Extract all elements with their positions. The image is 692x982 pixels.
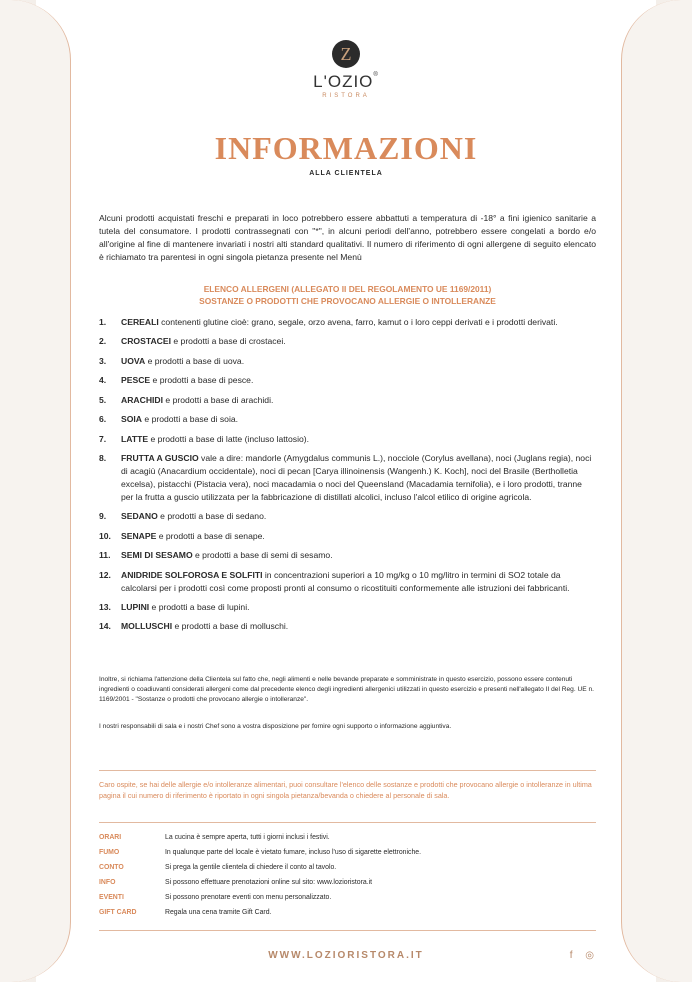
info-key: INFO — [99, 879, 116, 886]
page-title: INFORMAZIONI — [214, 130, 478, 166]
list-item — [99, 452, 596, 503]
allergen-name: MOLLUSCHI — [121, 621, 173, 632]
info-row — [99, 875, 596, 890]
allergen-heading-line-1: ELENCO ALLERGENI (ALLEGATO II DEL REGOLAMENTO UE 1169/2011) — [203, 284, 492, 294]
item-number: 14. — [99, 621, 111, 632]
info-value: Regala una cena tramite Gift Card. — [165, 909, 272, 916]
allergen-list — [99, 316, 596, 640]
info-value: La cucina è sempre aperta, tutti i giorni inclusi i festivi. — [165, 834, 330, 841]
allergen-name: LUPINI — [121, 602, 150, 612]
list-item — [99, 530, 596, 543]
guest-note: Caro ospite, se hai delle allergie e/o intolleranze alimentari, puoi consultare l'elenco delle sostanze e prodotti che provocano allergie o intolleranze in ultima pagina il cui numero di riferimento è riportato in ogni singola pietanza/bevanda o chiedere al personale di sala. — [99, 780, 592, 800]
item-number: 6. — [99, 414, 107, 425]
allergen-name: FRUTTA A GUSCIO — [121, 453, 199, 464]
item-number: 13. — [99, 602, 111, 612]
list-item — [99, 601, 596, 614]
list-item — [99, 510, 596, 523]
allergen-desc: e prodotti a base di semi di sesamo. — [192, 550, 333, 561]
divider — [99, 822, 596, 823]
item-number: 10. — [99, 530, 111, 541]
allergen-desc: e prodotti a base di molluschi. — [172, 621, 289, 632]
page-subtitle: ALLA CLIENTELA — [309, 170, 383, 177]
info-key: EVENTI — [99, 894, 124, 901]
social-links — [560, 950, 594, 961]
allergen-heading — [99, 283, 596, 307]
item-number: 12. — [99, 569, 111, 580]
info-value: Si prega la gentile clientela di chiedere il conto al tavolo. — [165, 864, 337, 871]
info-value: Si possono effettuare prenotazioni online sul sito: www.lozioristora.it — [165, 879, 373, 886]
allergen-name: LATTE — [121, 433, 149, 444]
info-row — [99, 890, 596, 905]
list-item — [99, 316, 596, 329]
item-number: 3. — [99, 355, 107, 366]
brand-reg: ® — [373, 72, 379, 78]
list-item — [99, 549, 596, 562]
intro-paragraph: Alcuni prodotti acquistati freschi e preparati in loco potrebbero essere abbattuti a temperatura di -18° a fini igienico sanitarie a tutela del consumatore. I prodotti contrassegnati con "*", in alcuni periodi dell'anno, potrebbero essere congelati a bordo e/o all'origine al fine di mantenere invariati i nostri alti standard qualitativi. Il numero di riferimento di ogni allergene di seguito elencato è richiamato tra parentesi in ogni singola pietanza presente nel Menù — [99, 213, 596, 262]
list-item — [99, 394, 596, 407]
info-value: In qualunque parte del locale è vietato fumare, incluso l'uso di sigarette elettroniche. — [165, 849, 422, 856]
divider — [99, 770, 596, 771]
list-item — [99, 620, 596, 633]
info-row — [99, 905, 596, 920]
menu-page — [36, 0, 656, 982]
item-number: 8. — [99, 453, 107, 464]
list-item — [99, 433, 596, 446]
allergen-desc: e prodotti a base di senape. — [156, 530, 265, 541]
info-key: FUMO — [99, 849, 120, 856]
info-table — [99, 830, 596, 920]
item-number: 11. — [99, 550, 111, 561]
item-number: 2. — [99, 336, 107, 347]
allergen-name: SENAPE — [121, 530, 157, 541]
allergen-heading-line-2: SOSTANZE O PRODOTTI CHE PROVOCANO ALLERGIE O INTOLLERANZE — [199, 296, 496, 306]
info-row — [99, 860, 596, 875]
instagram-icon[interactable]: ◎ — [585, 950, 594, 961]
brand-sub: RISTORA — [322, 93, 370, 99]
allergen-name: CEREALI — [121, 317, 159, 327]
allergen-name: ARACHIDI — [121, 394, 164, 405]
staff-note: I nostri responsabili di sala e i nostri Chef sono a vostra disposizione per fornire ogni supporto o informazione aggiuntiva. — [99, 723, 452, 730]
allergen-desc: e prodotti a base di lupini. — [149, 602, 250, 612]
allergen-desc: e prodotti a base di uova. — [145, 355, 245, 366]
item-number: 4. — [99, 375, 107, 386]
logo-mark-icon: Z — [332, 40, 360, 68]
info-row — [99, 845, 596, 860]
allergen-desc: contenenti glutine cioè: grano, segale, orzo avena, farro, kamut o i loro ceppi derivati e i prodotti derivati. — [158, 317, 558, 327]
item-number: 7. — [99, 433, 107, 444]
allergen-name: PESCE — [121, 375, 151, 386]
list-item — [99, 355, 596, 368]
allergen-note: Inoltre, si richiama l'attenzione della Clientela sul fatto che, negli alimenti e nelle bevande preparate e somministrate in questo esercizio, possono essere contenuti ingredienti o coadiuvanti considerati allergeni come dal precedente elenco degli ingredienti allergenici utilizzati in questo esercizio e presenti nell'allegato II del Reg. UE n. 1169/2001 - "Sostanze o prodotti che provocano allergie o intolleranze". — [99, 676, 594, 703]
allergen-desc: e prodotti a base di arachidi. — [163, 394, 274, 405]
list-item — [99, 335, 596, 348]
info-key: CONTO — [99, 864, 124, 871]
info-key: GIFT CARD — [99, 909, 137, 916]
allergen-desc: e prodotti a base di pesce. — [150, 375, 254, 386]
info-row — [99, 830, 596, 845]
list-item — [99, 374, 596, 387]
item-number: 5. — [99, 394, 107, 405]
website-link[interactable]: WWW.LOZIORISTORA.IT — [268, 950, 424, 961]
allergen-desc: e prodotti a base di crostacei. — [170, 336, 286, 347]
allergen-desc: e prodotti a base di latte (incluso lattosio). — [148, 433, 310, 444]
item-number: 9. — [99, 511, 107, 522]
allergen-name: SOIA — [121, 414, 143, 425]
allergen-desc: vale a dire: mandorle (Amygdalus communis L.), nocciole (Corylus avellana), noci (Juglans regia), noci di acagiù (Anacardium occidentale), noci di pecan [Carya illinoinensis (Wangenh.) K. Koch], noci del Brasile (Bertholletia excelsa), pistacchi (Pistacia vera), noci macadamia o noci del Queensland (Macadamia ternifolia), e i loro prodotti, tranne per la frutta a guscio utilizzata per la fabbricazione di distillati alcolici, incluso l'alcol etilico di origine agricola. — [121, 453, 592, 502]
list-item — [99, 569, 596, 595]
brand-logo — [36, 40, 656, 99]
allergen-name: UOVA — [121, 355, 146, 366]
allergen-name: ANIDRIDE SOLFOROSA E SOLFITI — [121, 569, 263, 580]
divider — [99, 930, 596, 931]
info-value: Si possono prenotare eventi con menu personalizzato. — [165, 894, 332, 901]
allergen-desc: e prodotti a base di soia. — [142, 414, 239, 425]
item-number: 1. — [99, 317, 107, 327]
info-key: ORARI — [99, 834, 122, 841]
allergen-desc: in concentrazioni superiori a 10 mg/kg o 10 mg/litro in termini di SO2 totale da calcolarsi per i prodotti così come proposti pronti al consumo o ricostituiti conformemente alle istruzioni dei fabbricanti. — [121, 569, 570, 593]
brand-name: L'OZIO — [313, 72, 374, 91]
list-item — [99, 413, 596, 426]
allergen-desc: e prodotti a base di sedano. — [157, 511, 267, 522]
allergen-name: CROSTACEI — [121, 336, 171, 347]
allergen-name: SEDANO — [121, 511, 158, 522]
allergen-name: SEMI DI SESAMO — [121, 550, 193, 561]
facebook-icon[interactable]: f — [569, 950, 573, 961]
